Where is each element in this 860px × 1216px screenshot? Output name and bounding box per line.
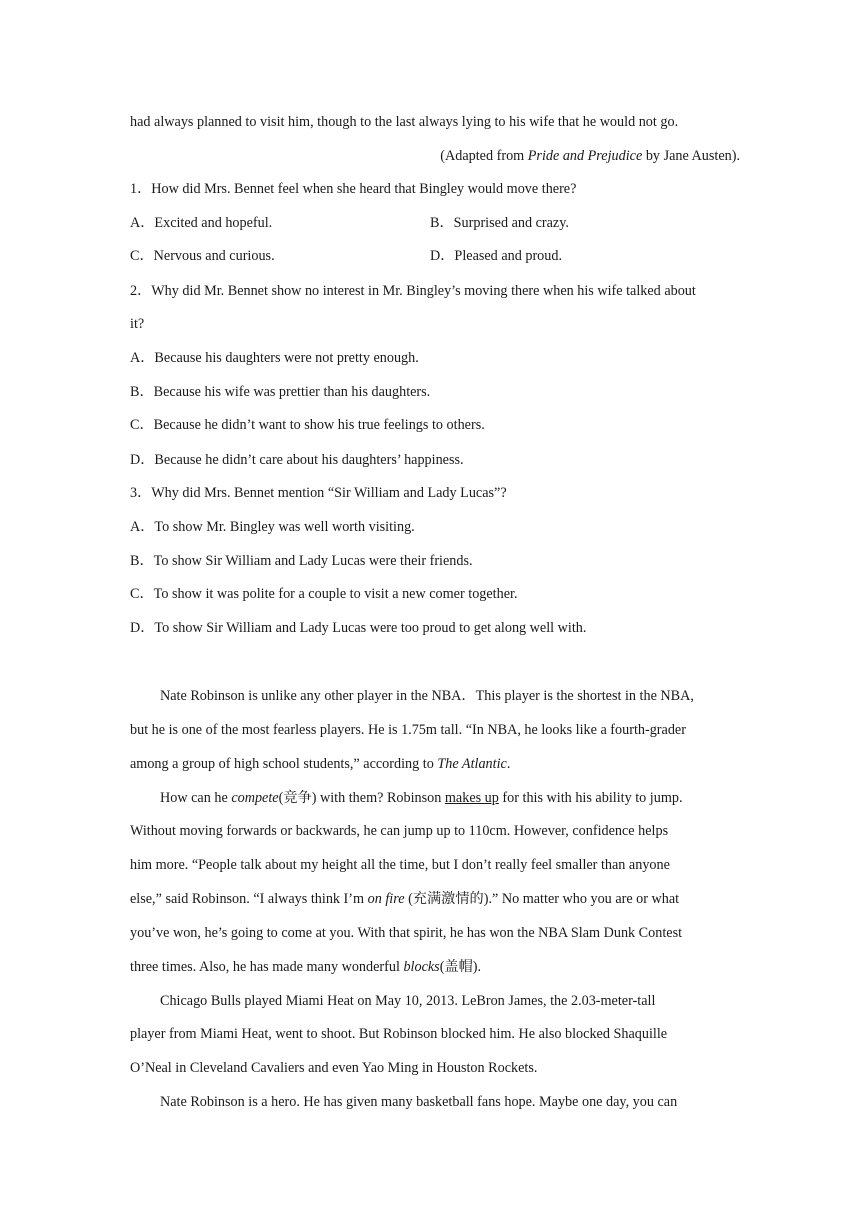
- question-2-option-b: B．Because his wife was prettier than his daughters.: [130, 384, 431, 400]
- p2-line-2: Without moving forwards or backwards, he can jump up to 110cm. However, confidence helps: [130, 823, 669, 839]
- p1-line-1: Nate Robinson is unlike any other player in the NBA．This player is the shortest in the NBA,: [160, 688, 694, 704]
- question-3-option-b: B．To show Sir William and Lady Lucas were their friends.: [130, 553, 473, 569]
- word-compete: compete: [231, 790, 279, 806]
- p2-line-4-text: else,” said Robinson. “I always think I’m: [130, 891, 368, 907]
- p2-line-1: [160, 788, 740, 808]
- source-prefix: (Adapted from: [440, 148, 528, 164]
- p3-line-2: player from Miami Heat, went to shoot. But Robinson blocked him. He also blocked Shaquille: [130, 1026, 668, 1042]
- question-2-stem-cont: it?: [130, 316, 145, 332]
- p2-line-1-mid: (竞争) with them? Robinson: [278, 790, 445, 806]
- p1-line-2: but he is one of the most fearless players. He is 1.75m tall. “In NBA, he looks like a fourth-grader: [130, 722, 686, 738]
- source-suffix: by Jane Austen).: [642, 148, 740, 164]
- question-1-option-d: D．Pleased and proud.: [430, 248, 562, 264]
- question-3-option-c: C．To show it was polite for a couple to visit a new comer together.: [130, 586, 518, 602]
- question-2-stem: 2．Why did Mr. Bennet show no interest in Mr. Bingley’s moving there when his wife talked about: [130, 283, 696, 299]
- p3-line-3: O’Neal in Cleveland Cavaliers and even Yao Ming in Houston Rockets.: [130, 1060, 538, 1076]
- p2-line-6-end: (盖帽).: [439, 959, 482, 975]
- p1-line-3: [130, 754, 740, 774]
- question-3-option-d: D．To show Sir William and Lady Lucas were too proud to get along well with.: [130, 620, 587, 636]
- p1-line-3-text: among a group of high school students,” according to: [130, 756, 438, 772]
- passage1-last-line: had always planned to visit him, though to the last always lying to his wife that he would not go.: [130, 114, 679, 130]
- p2-line-5: you’ve won, he’s going to come at you. With that spirit, he has won the NBA Slam Dunk Contest: [130, 925, 683, 941]
- passage-source: [130, 146, 740, 166]
- p2-line-1-end: for this with his ability to jump.: [498, 790, 683, 806]
- source-title: Pride and Prejudice: [527, 148, 643, 164]
- magazine-title: The Atlantic: [437, 756, 507, 772]
- p4-line-1: Nate Robinson is a hero. He has given many basketball fans hope. Maybe one day, you can: [160, 1094, 678, 1110]
- word-blocks: blocks: [403, 959, 440, 975]
- p2-line-4-end: (充满激情的).” No matter who you are or what: [404, 891, 680, 907]
- p2-line-4: [130, 889, 740, 909]
- question-1-option-c: C．Nervous and curious.: [130, 248, 275, 264]
- p2-line-1-text: How can he: [160, 790, 232, 806]
- p2-line-3: him more. “People talk about my height all the time, but I don’t really feel smaller than anyone: [130, 857, 670, 873]
- p1-line-3-end: .: [506, 756, 511, 772]
- p2-line-6: [130, 957, 740, 977]
- question-3-option-a: A．To show Mr. Bingley was well worth visiting.: [130, 519, 415, 535]
- question-1-option-b: B．Surprised and crazy.: [430, 215, 569, 231]
- p3-line-1: Chicago Bulls played Miami Heat on May 10, 2013. LeBron James, the 2.03-meter-tall: [160, 993, 656, 1009]
- question-1-stem: 1．How did Mrs. Bennet feel when she heard that Bingley would move there?: [130, 181, 577, 197]
- question-2-option-c: C．Because he didn’t want to show his true feelings to others.: [130, 417, 485, 433]
- question-2-option-a: A．Because his daughters were not pretty enough.: [130, 350, 419, 366]
- question-1-option-a: A．Excited and hopeful.: [130, 215, 273, 231]
- phrase-on-fire: on fire: [367, 891, 405, 907]
- p2-line-6-text: three times. Also, he has made many wonderful: [130, 959, 404, 975]
- question-3-stem: 3．Why did Mrs. Bennet mention “Sir William and Lady Lucas”?: [130, 485, 507, 501]
- underlined-phrase: makes up: [444, 790, 499, 806]
- question-2-option-d: D．Because he didn’t care about his daughters’ happiness.: [130, 452, 464, 468]
